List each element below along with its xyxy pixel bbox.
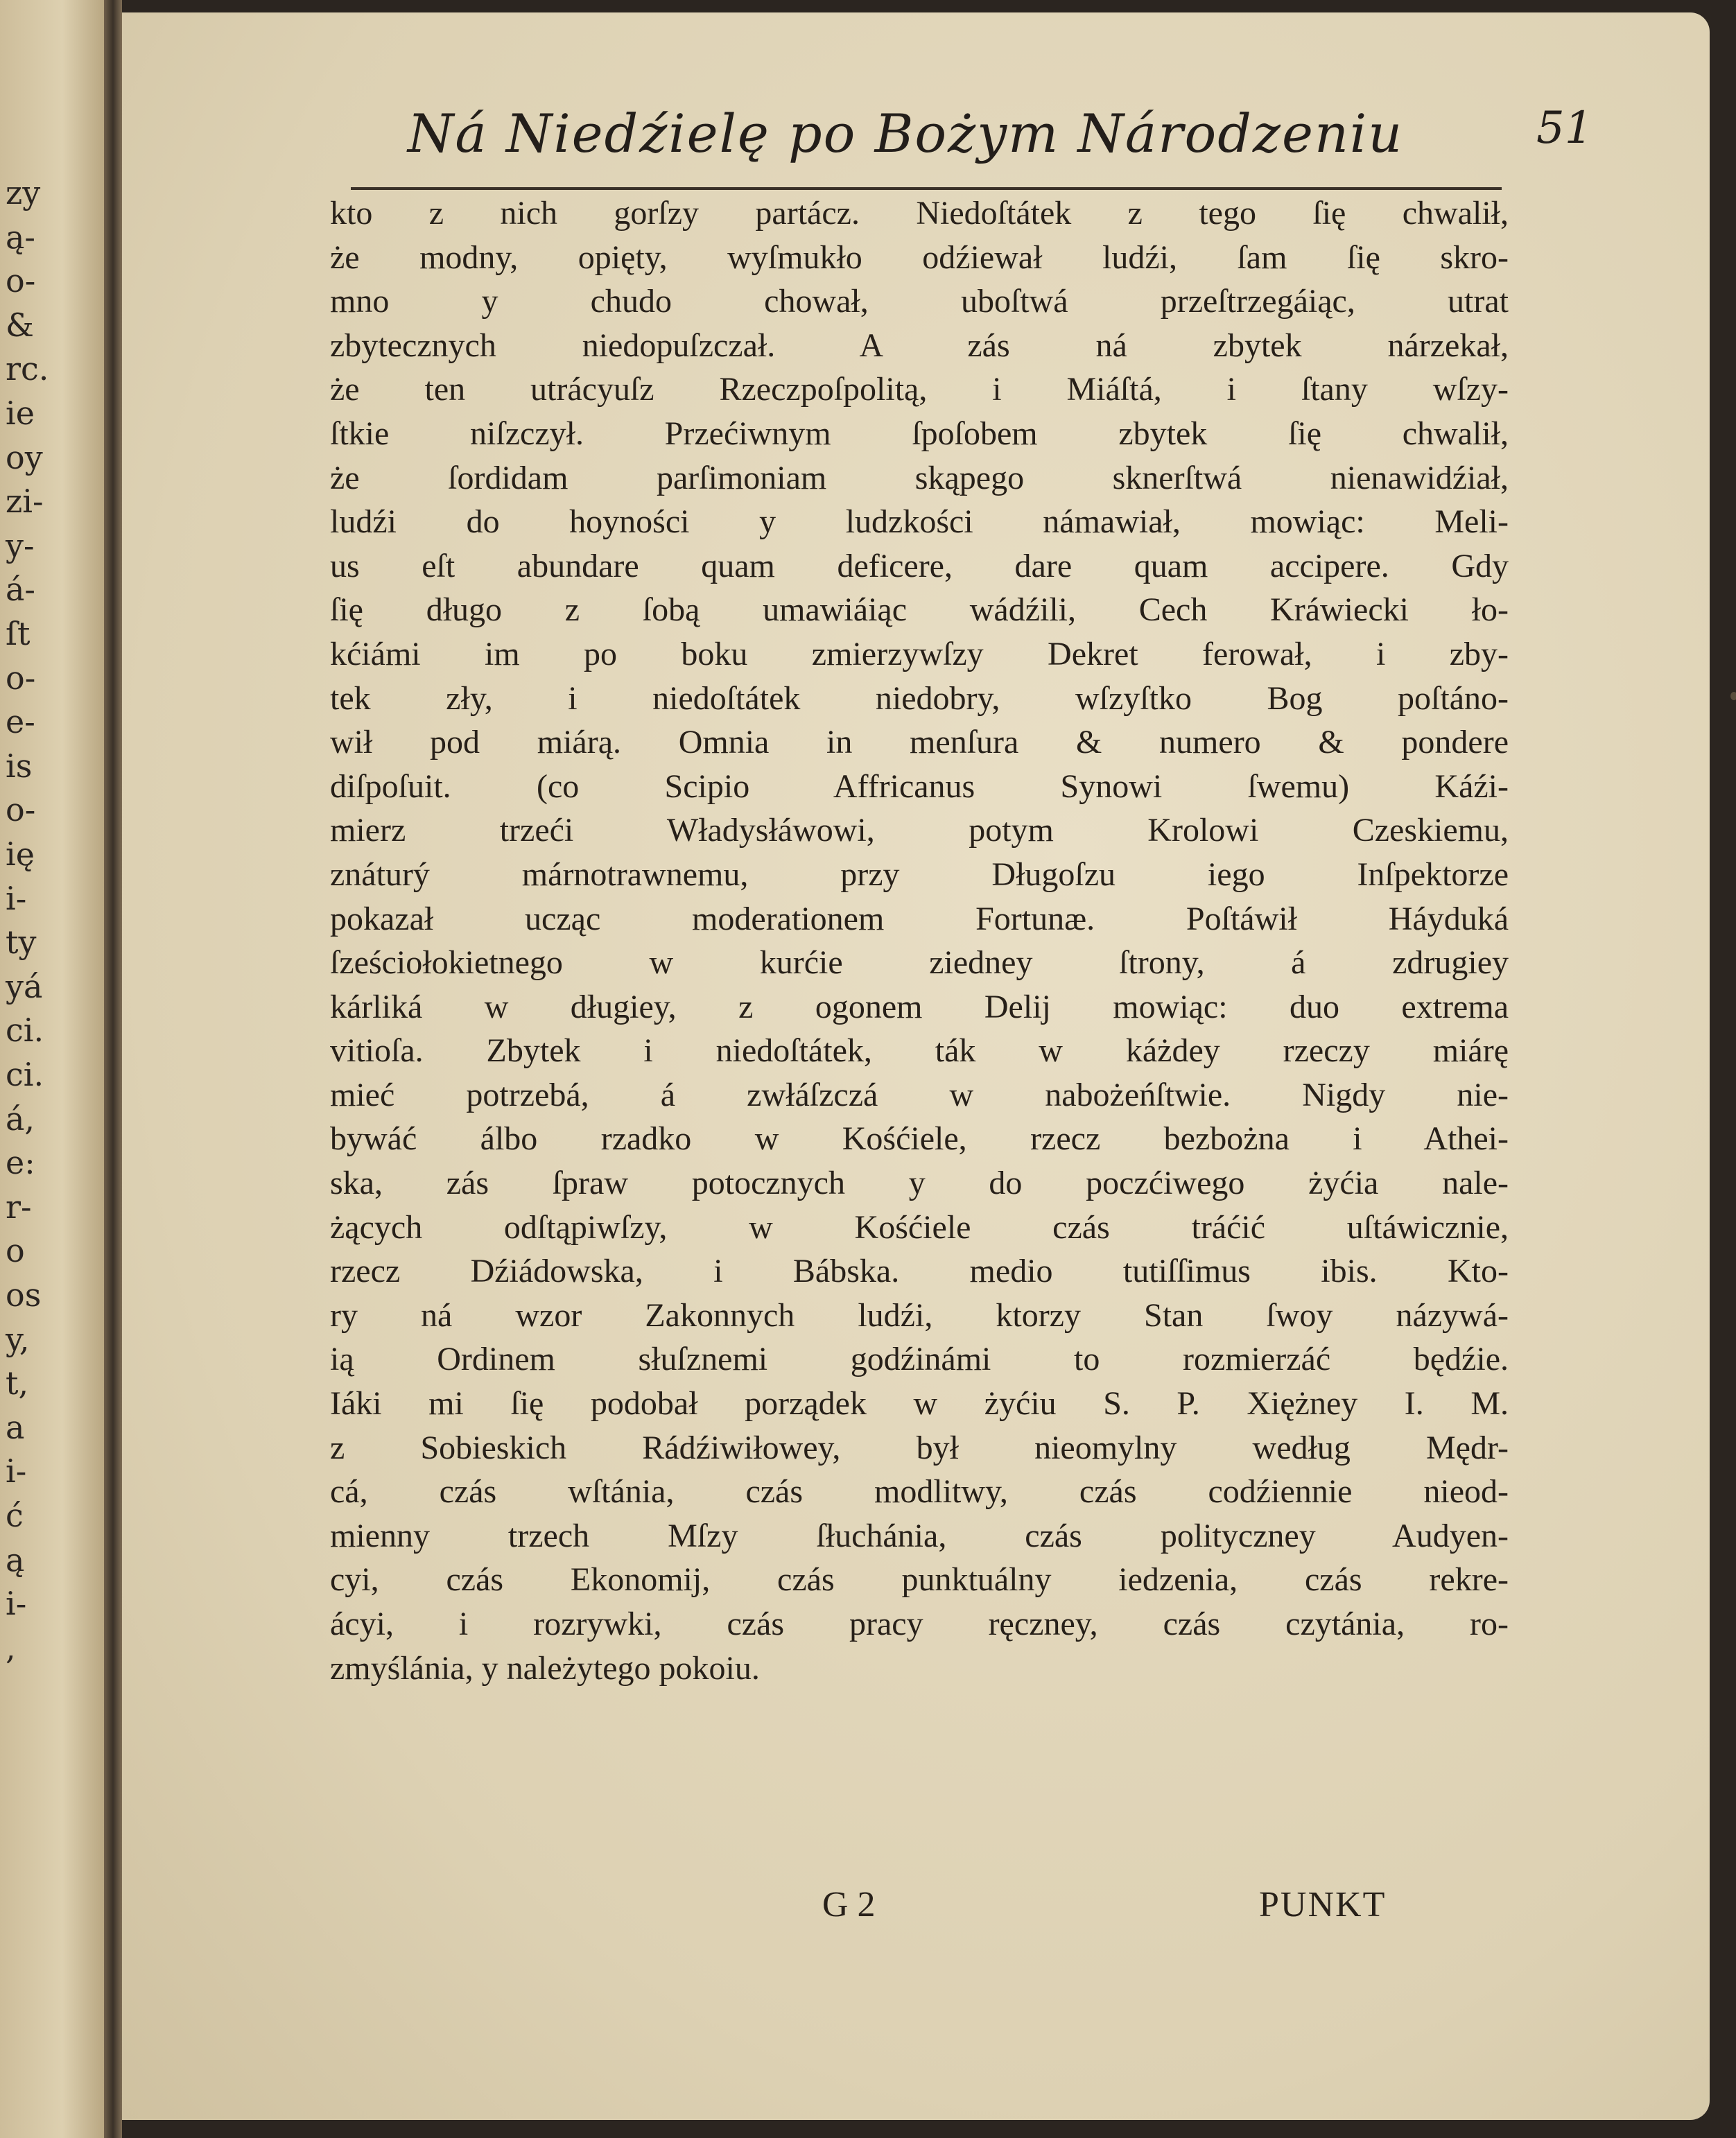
text-line: ſześciołokietnego w kurćie ziedney ſtrony, á zdrugiey [330, 944, 1509, 982]
left-page-fragment: á, [6, 1100, 35, 1138]
text-line: ácyi, i rozrywki, czás pracy ręczney, czás czytánia, ro- [330, 1606, 1509, 1642]
text-line: pokazał ucząc moderationem Fortunæ. Poſtáwił Háyduká [330, 900, 1509, 937]
text-line: kćiámi im po boku zmierzywſzy Dekret ferował, i zby- [330, 635, 1509, 672]
text-line: że modny, opięty, wyſmukło odźiewał ludźi, ſam ſię skro- [330, 238, 1509, 276]
text-line: diſpoſuit. (co Scipio Affricanus Synowi ſwemu) Káźi- [330, 767, 1509, 805]
text-line: cyi, czás Ekonomij, czás punktuálny iedzenia, czás rekre- [330, 1561, 1509, 1599]
ink-spot [1730, 692, 1736, 700]
text-line: że ſordidam parſimoniam skąpego sknerſtwá nienawidźiał, [330, 459, 1509, 496]
text-line: mno y chudo chował, uboſtwá przeſtrzegáiąc, utrat [330, 283, 1509, 320]
left-page-edge [0, 0, 104, 2138]
left-page-fragment: r- [6, 1188, 32, 1226]
left-page-fragment: & [6, 306, 34, 344]
left-page-fragment: o- [6, 262, 36, 300]
left-page-fragment: y, [6, 1320, 30, 1358]
text-line: ska, zás ſpraw potocznych y do poczćiwego żyćia nale- [330, 1165, 1509, 1202]
left-page-fragment: i- [6, 879, 27, 917]
text-line: zbytecznych niedopuſzczał. A zás ná zbytek nárzekał, [330, 327, 1509, 364]
book-gutter [104, 0, 122, 2138]
left-page-fragment: ſt [6, 615, 31, 652]
text-line: z Sobieskich Rádźiwiłowey, był nieomylny według Mędr- [330, 1429, 1509, 1466]
left-page-fragment: ci. [6, 1011, 44, 1050]
left-page-fragment: ci. [6, 1056, 44, 1093]
text-line: kto z nich gorſzy partácz. Niedoſtátek z tego ſię chwalił, [330, 195, 1509, 232]
left-page-fragment: o- [6, 791, 36, 829]
left-page-fragment: os [6, 1276, 42, 1314]
text-line: mienny trzech Mſzy ſłuchánia, czás polityczney Audyen- [330, 1517, 1509, 1554]
text-line: vitioſa. Zbytek i niedoſtátek, ták w káżdey rzeczy miárę [330, 1032, 1509, 1070]
text-line: ſtkie niſzczył. Przećiwnym ſpoſobem zbytek ſię chwalił, [330, 415, 1509, 452]
body-text [330, 191, 1509, 1690]
text-line: ry ná wzor Zakonnych ludźi, ktorzy Stan ſwoy názywá- [330, 1296, 1509, 1334]
left-page-fragment: e: [6, 1144, 35, 1182]
text-line: zmyślánia, y należytego pokoiu. [330, 1649, 760, 1687]
left-page-fragment: ć [6, 1497, 24, 1534]
left-page-fragment: y- [6, 526, 35, 564]
left-page-fragment: t, [6, 1364, 29, 1402]
left-page-fragment: i- [6, 1452, 27, 1490]
left-page-fragment: , [6, 1628, 16, 1667]
text-line: ſię długo z ſobą umawiáiąc wádźili, Cech Kráwiecki ło- [330, 591, 1509, 629]
text-line: że ten utrácyuſz Rzeczpoſpolitą, i Miáſtá, i ſtany wſzy- [330, 371, 1509, 408]
text-line: wił pod miárą. Omnia in menſura & numero & pondere [330, 724, 1509, 761]
running-head-title: Ná Niedźielę po Bożym Národzeniu [407, 103, 1404, 164]
text-line: rzecz Dźiádowska, i Bábska. medio tutiſſimus ibis. Kto- [330, 1253, 1509, 1290]
header-rule [351, 187, 1502, 190]
left-page-fragment: ty [6, 923, 37, 962]
text-line: cá, czás wſtánia, czás modlitwy, czás codźiennie nieod- [330, 1473, 1509, 1511]
text-line: żących odſtąpiwſzy, w Kośćiele czás tráćić uſtáwicznie, [330, 1208, 1509, 1246]
left-page-fragment: oy [6, 438, 43, 476]
text-line: kárliká w długiey, z ogonem Delij mowiąc: duo extrema [330, 988, 1509, 1025]
text-line: ią Ordinem słuſznemi godźinámi to rozmierzáć będźie. [330, 1341, 1509, 1378]
left-page-fragment: i- [6, 1585, 27, 1623]
page-number: 51 [1536, 103, 1593, 154]
signature-mark: G 2 [822, 1885, 876, 1924]
left-page-fragment: ię [6, 835, 35, 873]
left-page-fragment: á- [6, 571, 35, 609]
left-page-fragment: o [6, 1232, 25, 1270]
left-page-fragment: ie [6, 394, 35, 432]
left-page-fragment: ą- [6, 218, 35, 256]
left-page-fragment: zi- [6, 483, 44, 521]
text-line: Iáki mi ſię podobał porządek w żyćiu S. P. Xiężney I. M. [330, 1385, 1509, 1423]
text-line: znáturý márnotrawnemu, przy Długoſzu iego Inſpektorze [330, 855, 1509, 893]
left-page-fragment: ą [6, 1540, 25, 1579]
catchword: PUNKT [1259, 1885, 1387, 1924]
text-line: bywáć álbo rzadko w Kośćiele, rzecz bezbożna i Athei- [330, 1120, 1509, 1158]
left-page-fragment: e- [6, 703, 35, 741]
left-page-fragment: rc. [6, 350, 49, 388]
text-line: mieć potrzebá, á zwłáſzczá w nabożeńſtwie. Nigdy nie- [330, 1076, 1509, 1113]
left-page-fragment: zy [6, 174, 41, 211]
left-page-fragment: a [6, 1408, 25, 1446]
left-page-fragment: is [6, 747, 33, 785]
text-line: tek zły, i niedoſtátek niedobry, wſzyſtko Bog poſtáno- [330, 679, 1509, 717]
book-page [122, 12, 1710, 2120]
text-line: mierz trzeći Władysłáwowi, potym Krolowi Czeskiemu, [330, 812, 1509, 849]
text-line: us eſt abundare quam deficere, dare quam accipere. Gdy [330, 547, 1509, 584]
text-line: ludźi do hoyności y ludzkości námawiał, mowiąc: Meli- [330, 503, 1509, 541]
left-page-fragment: yá [6, 967, 43, 1005]
left-page-fragment: o- [6, 659, 36, 697]
